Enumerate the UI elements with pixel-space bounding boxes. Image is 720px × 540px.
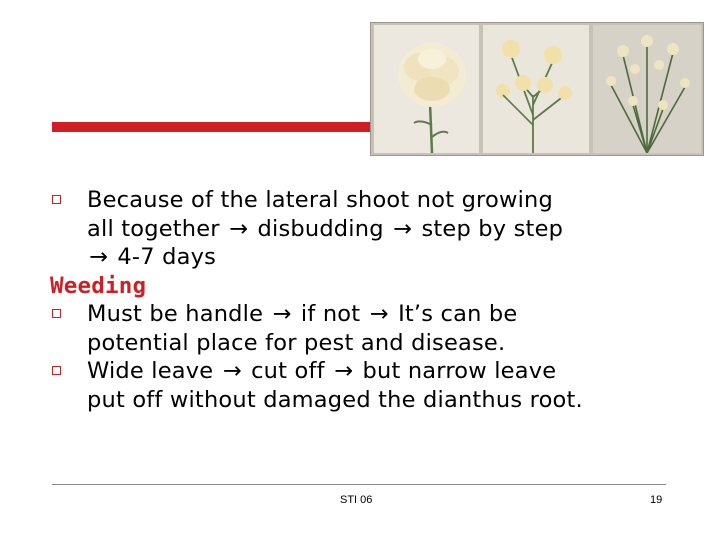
- section-heading-weeding: Weeding: [50, 272, 147, 299]
- right-arrow-icon: →: [222, 358, 242, 384]
- bullet2-text-b: if not: [300, 301, 361, 327]
- page-number: 19: [650, 494, 663, 506]
- bullet2-text-d: potential place for pest and disease.: [87, 329, 506, 356]
- bullet3-text-b: cut off: [251, 358, 325, 384]
- bullet3-text-a: Wide leave: [87, 358, 214, 384]
- bullet-item-2: [50, 300, 700, 329]
- right-arrow-icon: →: [393, 215, 413, 242]
- bullet1-text-c: step by step: [421, 215, 564, 242]
- carnation-photo-bunch: [593, 25, 701, 153]
- bullet1-text-d: 4-7 days: [117, 244, 217, 270]
- bullet3-text-c: but narrow leave: [362, 358, 557, 384]
- bullet-square-icon: [52, 366, 61, 375]
- bullet2-text-a: Must be handle: [87, 301, 264, 327]
- right-arrow-icon: →: [369, 301, 389, 327]
- carnation-photo-spray: [483, 25, 589, 153]
- bullet-item-1: [50, 186, 700, 215]
- accent-bar: [52, 122, 374, 132]
- bullet-item-2-cont: [50, 329, 700, 358]
- bullet-item-1-cont2: [50, 243, 700, 272]
- photo-strip: [370, 22, 704, 156]
- footer-divider: [52, 484, 666, 485]
- bullet-square-icon: [52, 309, 61, 318]
- right-arrow-icon: →: [89, 244, 109, 270]
- bullet-item-1-cont: [50, 215, 700, 244]
- right-arrow-icon: →: [334, 358, 354, 384]
- slide-body: [50, 186, 700, 414]
- footer-label: STI 06: [340, 494, 373, 506]
- right-arrow-icon: →: [229, 215, 249, 242]
- bullet-item-3-cont: [50, 386, 700, 415]
- bullet-square-icon: [52, 195, 61, 204]
- bullet1-line1: Because of the lateral shoot not growing: [87, 187, 553, 213]
- bullet-item-3: [50, 357, 700, 386]
- bullet3-text-d: put off without damaged the dianthus root.: [87, 386, 583, 413]
- bullet1-text-b: disbudding: [257, 215, 384, 242]
- bullet2-text-c: It’s can be: [398, 301, 518, 327]
- right-arrow-icon: →: [272, 301, 292, 327]
- carnation-photo-single: [374, 25, 479, 153]
- bullet1-text-a: all together: [87, 215, 220, 242]
